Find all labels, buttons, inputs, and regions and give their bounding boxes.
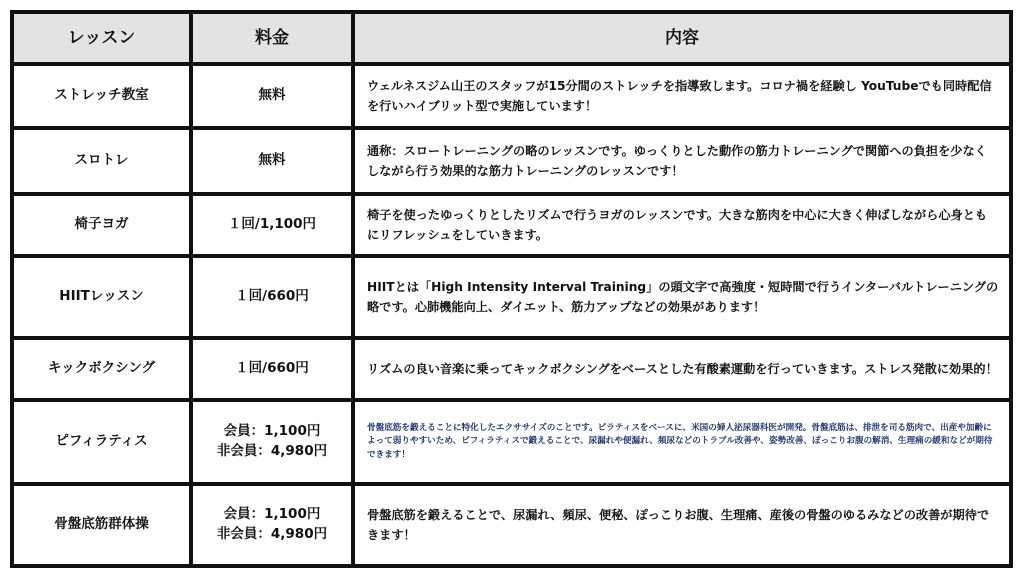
fee-line: １回/660円	[235, 360, 309, 377]
header-content: 内容	[355, 14, 1009, 62]
lesson-description: 通称：スロートレーニングの略のレッスンです。ゆっくりとした動作の筋力トレーニングで関節への負担を少なくしながら行う効果的な筋力トレーニングのレッスンです！	[355, 130, 1009, 192]
fee-line: 無料	[258, 152, 286, 169]
lesson-name: 椅子ヨガ	[14, 196, 189, 254]
fee-line-member: 会員：1,100円	[223, 506, 321, 523]
lesson-fee	[193, 66, 351, 126]
header-lesson: レッスン	[14, 14, 189, 62]
lesson-table	[10, 10, 1013, 568]
lesson-fee	[193, 258, 351, 336]
lesson-fee	[193, 196, 351, 254]
fee-line: 無料	[258, 87, 286, 104]
lesson-name: HIITレッスン	[14, 258, 189, 336]
lesson-description: 骨盤底筋を鍛えることに特化したエクササイズのことです。ピラティスをベースに、米国の婦人泌尿器科医が開発。骨盤底筋は、排泄を司る筋肉で、出産や加齢によって弱りやすいため、ピフィラティスで鍛えることで、尿漏れや便漏れ、頻尿などのトラブル改善や、姿勢改善、ぽっこりお腹の解消、生理痛の緩和などが期待できます！	[355, 402, 1009, 482]
lesson-fee	[193, 130, 351, 192]
lesson-description: リズムの良い音楽に乗ってキックボクシングをベースとした有酸素運動を行っていきます。ストレス発散に効果的！	[355, 340, 1009, 398]
fee-line-nonmember: 非会員：4,980円	[216, 443, 328, 459]
fee-line-member: 会員：1,100円	[223, 423, 321, 440]
fee-line: １回/660円	[235, 288, 309, 305]
lesson-fee	[193, 486, 351, 564]
fee-line-nonmember: 非会員：4,980円	[216, 526, 328, 542]
lesson-name: スロトレ	[14, 130, 189, 192]
lesson-fee	[193, 402, 351, 482]
lesson-name: 骨盤底筋群体操	[14, 486, 189, 564]
lesson-description: HIITとは「High Intensity Interval Training」の頭文字で高強度・短時間で行うインターバルトレーニングの略です。心肺機能向上、ダイエット、筋力アップなどの効果があります！	[355, 258, 1009, 336]
lesson-name: キックボクシング	[14, 340, 189, 398]
lesson-description: ウェルネスジム山王のスタッフが15分間のストレッチを指導致します。コロナ禍を経験し YouTubeでも同時配信を行いハイブリット型で実施しています！	[355, 66, 1009, 126]
lesson-description: 椅子を使ったゆっくりとしたリズムで行うヨガのレッスンです。大きな筋肉を中心に大きく伸ばしながら心身ともにリフレッシュをしていきます。	[355, 196, 1009, 254]
header-fee: 料金	[193, 14, 351, 62]
fee-line: １回/1,100円	[227, 216, 317, 233]
lesson-description: 骨盤底筋を鍛えることで、尿漏れ、頻尿、便秘、ぽっこりお腹、生理痛、産後の骨盤のゆるみなどの改善が期待できます！	[355, 486, 1009, 564]
lesson-name: ピフィラティス	[14, 402, 189, 482]
lesson-fee	[193, 340, 351, 398]
lesson-name: ストレッチ教室	[14, 66, 189, 126]
